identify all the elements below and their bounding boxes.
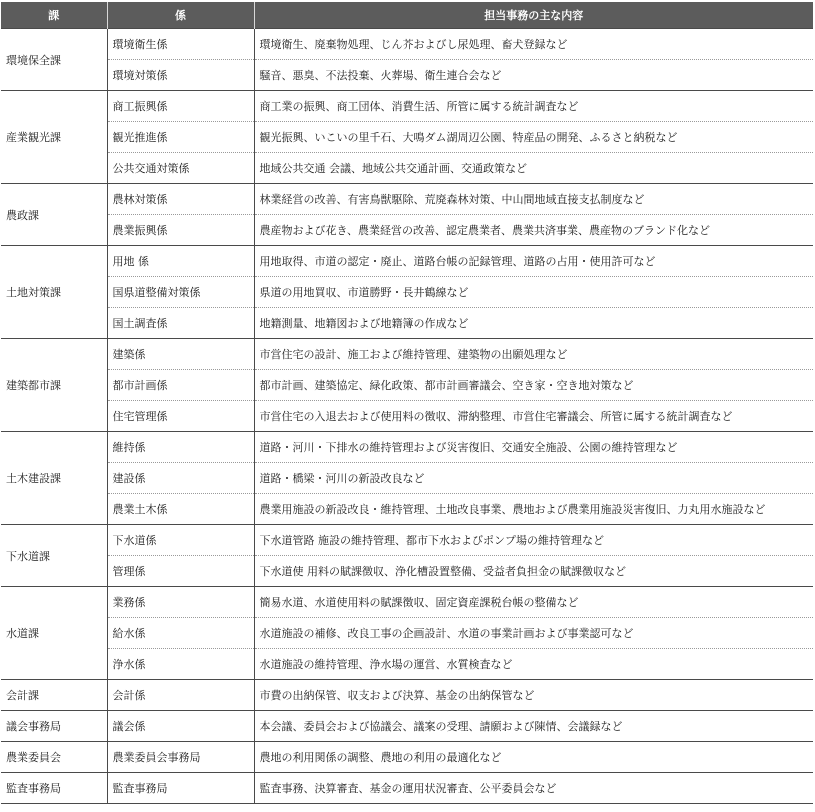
duties-description: 農産物および花き、農業経営の改善、認定農業者、農業共済事業、農産物のブランド化など — [254, 215, 813, 246]
department-name: 監査事務局 — [1, 773, 107, 804]
section-name: 農林対策係 — [107, 184, 254, 215]
duties-description: 用地取得、市道の認定・廃止、道路台帳の記録管理、道路の占用・使用許可など — [254, 246, 813, 277]
section-name: 住宅管理係 — [107, 401, 254, 432]
section-name: 観光推進係 — [107, 122, 254, 153]
table-row — [1, 91, 813, 122]
duties-description: 騒音、悪臭、不法投棄、火葬場、衛生連合会など — [254, 60, 813, 91]
section-name: 下水道係 — [107, 525, 254, 556]
duties-description: 環境衛生、廃棄物処理、じん芥およびし尿処理、畜犬登録など — [254, 29, 813, 60]
table-row — [1, 153, 813, 184]
duties-description: 監査事務、決算審査、基金の運用状況審査、公平委員会など — [254, 773, 813, 804]
table-row — [1, 587, 813, 618]
duties-description: 林業経営の改善、有害鳥獣駆除、荒廃森林対策、中山間地域直接支払制度など — [254, 184, 813, 215]
table-row — [1, 339, 813, 370]
section-name: 農業委員会事務局 — [107, 742, 254, 773]
table-row — [1, 649, 813, 680]
duties-description: 市営住宅の設計、施工および維持管理、建築物の出願処理など — [254, 339, 813, 370]
table-row — [1, 308, 813, 339]
table-row — [1, 773, 813, 804]
table-body — [1, 29, 813, 804]
duties-description: 下水道使 用料の賦課徴収、浄化槽設置整備、受益者負担金の賦課徴収など — [254, 556, 813, 587]
table-row — [1, 246, 813, 277]
duties-description: 農業用施設の新設改良・維持管理、土地改良事業、農地および農業用施設災害復旧、力丸用水施設など — [254, 494, 813, 525]
section-name: 議会係 — [107, 711, 254, 742]
duties-table — [1, 2, 813, 804]
section-name: 会計係 — [107, 680, 254, 711]
table-row — [1, 184, 813, 215]
department-name: 下水道課 — [1, 525, 107, 587]
duties-description: 市費の出納保管、収支および決算、基金の出納保管など — [254, 680, 813, 711]
duties-description: 道路・橋梁・河川の新設改良など — [254, 463, 813, 494]
section-name: 商工振興係 — [107, 91, 254, 122]
table-row — [1, 742, 813, 773]
section-name: 給水係 — [107, 618, 254, 649]
department-name: 会計課 — [1, 680, 107, 711]
department-name: 産業観光課 — [1, 91, 107, 184]
duties-description: 本会議、委員会および協議会、議案の受理、請願および陳情、会議録など — [254, 711, 813, 742]
table-row — [1, 277, 813, 308]
table-row — [1, 401, 813, 432]
duties-description: 簡易水道、水道使用料の賦課徴収、固定資産課税台帳の整備など — [254, 587, 813, 618]
section-name: 国土調査係 — [107, 308, 254, 339]
duties-description: 県道の用地買収、市道勝野・長井鶴線など — [254, 277, 813, 308]
header-content: 担当事務の主な内容 — [254, 2, 813, 29]
department-name: 建築都市課 — [1, 339, 107, 432]
duties-description: 観光振興、いこいの里千石、大鳴ダム湖周辺公園、特産品の開発、ふるさと納税など — [254, 122, 813, 153]
section-name: 監査事務局 — [107, 773, 254, 804]
section-name: 用地 係 — [107, 246, 254, 277]
department-name: 農政課 — [1, 184, 107, 246]
section-name: 管理係 — [107, 556, 254, 587]
table-row — [1, 60, 813, 91]
table-row — [1, 370, 813, 401]
table-row — [1, 711, 813, 742]
section-name: 環境対策係 — [107, 60, 254, 91]
department-name: 土地対策課 — [1, 246, 107, 339]
table-row — [1, 525, 813, 556]
duties-description: 市営住宅の入退去および使用料の徴収、滞納整理、市営住宅審議会、所管に属する統計調査など — [254, 401, 813, 432]
duties-description: 地籍測量、地籍図および地籍簿の作成など — [254, 308, 813, 339]
table-row — [1, 29, 813, 60]
duties-description: 水道施設の補修、改良工事の企画設計、水道の事業計画および事業認可など — [254, 618, 813, 649]
duties-description: 農地の利用関係の調整、農地の利用の最適化など — [254, 742, 813, 773]
department-name: 水道課 — [1, 587, 107, 680]
table-row — [1, 463, 813, 494]
table-row — [1, 215, 813, 246]
department-name: 農業委員会 — [1, 742, 107, 773]
table-row — [1, 556, 813, 587]
section-name: 農業土木係 — [107, 494, 254, 525]
header-row — [1, 2, 813, 29]
table-row — [1, 432, 813, 463]
duties-description: 地域公共交通 会議、地域公共交通計画、交通政策など — [254, 153, 813, 184]
section-name: 浄水係 — [107, 649, 254, 680]
department-name: 環境保全課 — [1, 29, 107, 91]
section-name: 公共交通対策係 — [107, 153, 254, 184]
table-row — [1, 618, 813, 649]
section-name: 建設係 — [107, 463, 254, 494]
section-name: 環境衛生係 — [107, 29, 254, 60]
table-row — [1, 494, 813, 525]
table-row — [1, 122, 813, 153]
section-name: 業務係 — [107, 587, 254, 618]
section-name: 建築係 — [107, 339, 254, 370]
duties-description: 道路・河川・下排水の維持管理および災害復旧、交通安全施設、公園の維持管理など — [254, 432, 813, 463]
duties-description: 商工業の振興、商工団体、消費生活、所管に属する統計調査など — [254, 91, 813, 122]
section-name: 農業振興係 — [107, 215, 254, 246]
section-name: 維持係 — [107, 432, 254, 463]
duties-description: 都市計画、建築協定、緑化政策、都市計画審議会、空き家・空き地対策など — [254, 370, 813, 401]
department-name: 土木建設課 — [1, 432, 107, 525]
duties-description: 水道施設の維持管理、浄水場の運営、水質検査など — [254, 649, 813, 680]
section-name: 国県道整備対策係 — [107, 277, 254, 308]
header-section: 係 — [107, 2, 254, 29]
duties-description: 下水道管路 施設の維持管理、都市下水およびポンプ場の維持管理など — [254, 525, 813, 556]
section-name: 都市計画係 — [107, 370, 254, 401]
header-dept: 課 — [1, 2, 107, 29]
department-name: 議会事務局 — [1, 711, 107, 742]
table-row — [1, 680, 813, 711]
